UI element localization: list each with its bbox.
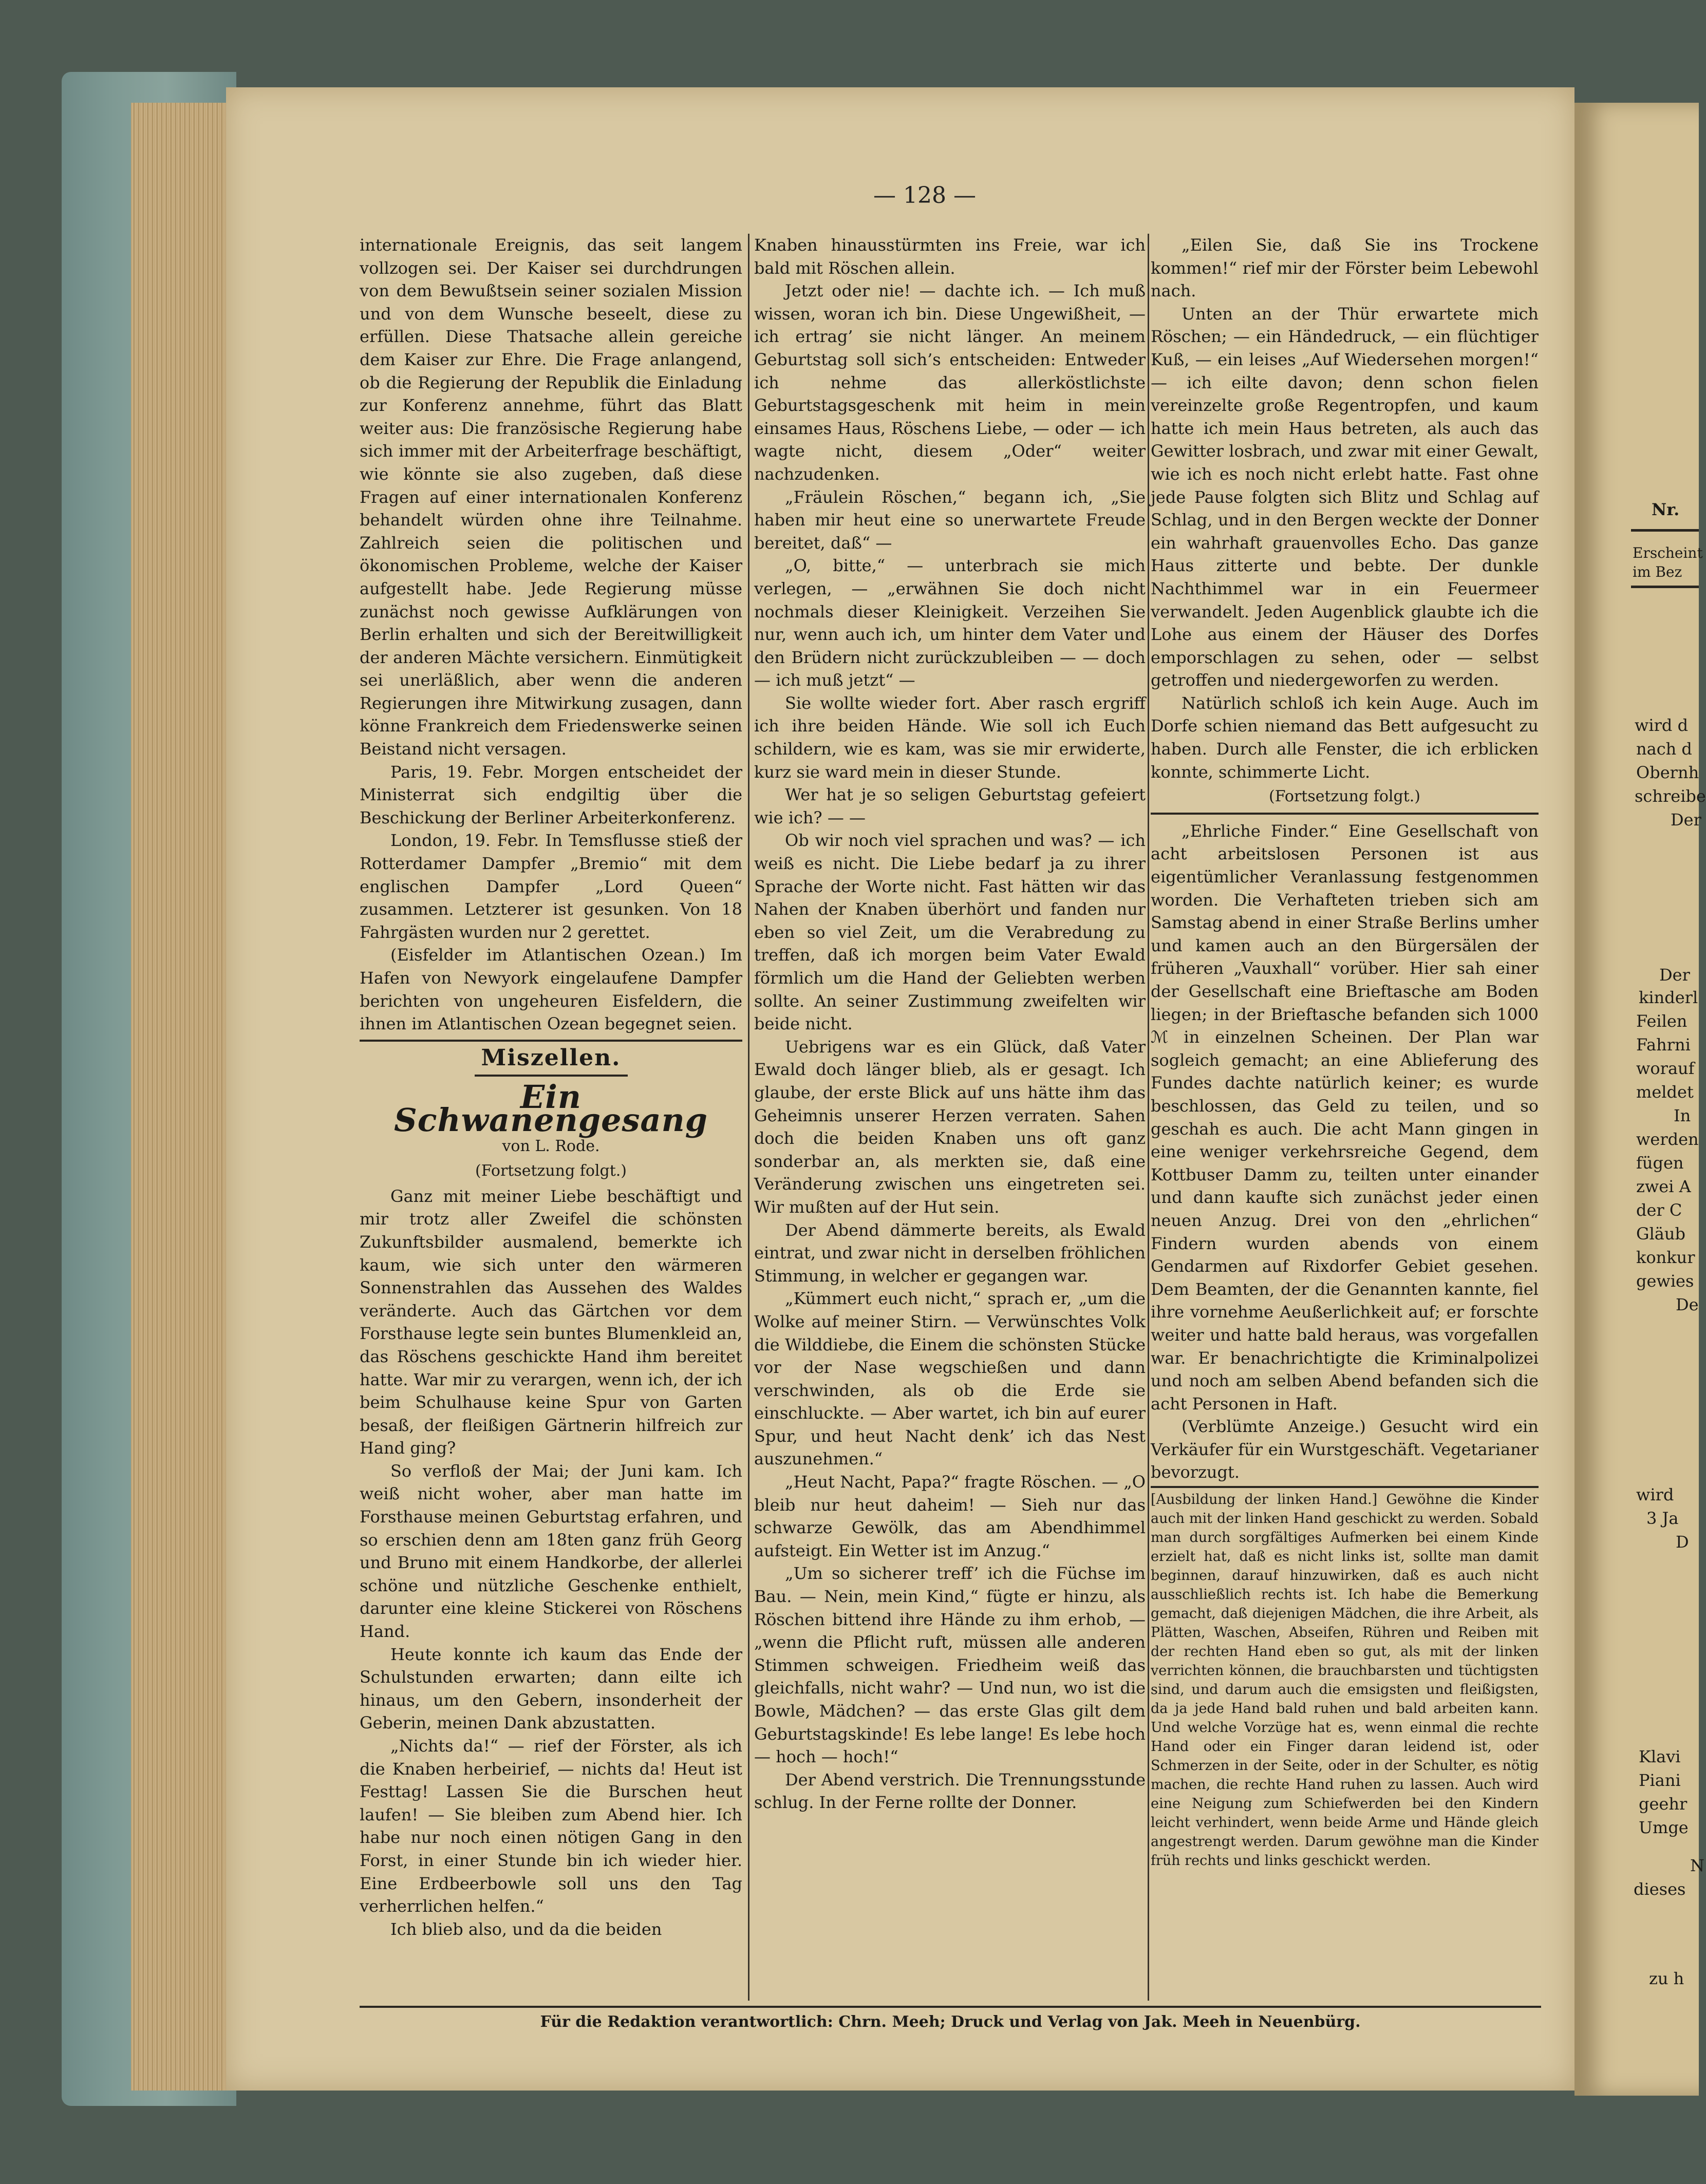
fragment-text: worauf <box>1636 1059 1695 1078</box>
paragraph: „Um so sicherer treff’ ich die Füchse im Bau. — Nein, mein Kind,“ fügte er hinzu, als Röschen bittend ihre Hände zu ihm erhob, — „wenn die Pflicht ruft, müssen alle anderen Stimmen schweigen. Friedheim weiß das gleichfalls, nicht wahr? — Und nun, wo ist die Bowle, Mädchen? — das erste Glas gilt dem Geburtstagskinde! Es lebe lange! Es lebe hoch — hoch — hoch!“ <box>754 1564 1146 1767</box>
fragment-text: Piani <box>1639 1771 1681 1790</box>
fragment-rule <box>1631 586 1699 588</box>
fragment-text: der C <box>1636 1200 1682 1220</box>
paragraph: Der Abend dämmerte bereits, als Ewald eintrat, und zwar nicht in derselben fröhlichen Stimmung, in welcher er gegangen war. <box>754 1220 1146 1286</box>
paragraph: Ich blieb also, und da die beiden <box>390 1919 662 1939</box>
paragraph: Unten an der Thür erwartete mich Röschen; — ein Händedruck, — ein flüchtiger Kuß, — ein leises „Auf Wiedersehen morgen!“ — ich eilte davon; denn schon fielen vereinzelte große Regentropfen, und kaum hatte ich mein Haus betreten, als auch das Gewitter losbrach, und zwar mit einer Gewalt, wie ich es noch nicht erlebt hatte. Fast ohne jede Pause folgten sich Blitz und Schlag auf Schlag, und in den Bergen weckte der Donner ein wahrhaft grauenvolles Echo. Das ganze Haus zitterte und bebte. Der dunkle Nachthimmel war in ein Feuermeer verwandelt. Jeden Augenblick glaubte ich die Lohe aus einem der Häuser des Dorfes emporschlagen zu sehen, oder — selbst getroffen und niedergeworfen zu werden. <box>1151 304 1539 690</box>
fragment-text: Gläub <box>1636 1224 1685 1244</box>
fragment-text: Erscheint <box>1633 544 1703 561</box>
paragraph: Heute konnte ich kaum das Ende der Schulstunden erwarten; dann eilte ich hinaus, um den Gebern, insonderheit der Geberin, meinen Dank abzustatten. <box>360 1644 742 1733</box>
paragraph: [Ausbildung der linken Hand.] Gewöhne die Kinder auch mit der linken Hand geschickt zu werden. Sobald man durch sorgfältiges Aufmerken bei einem Kinde erzielt hat, daß es nicht links ist, sollte man damit beginnen, darauf hinzuwirken, daß es auch nicht ausschließlich rechts ist. Ich habe die Bemerkung gemacht, daß diejenigen Mädchen, die ihre Arbeit, als Plätten, Waschen, Abseifen, Rühren und Reiben mit der rechten Hand eben so gut, als mit der linken verrichten können, die brauchbarsten und tüchtigsten sind, und darum auch die emsigsten und fleißigsten, da ja jede Hand bald ruhen und bald arbeiten kann. Und welche Vorzüge hat es, wenn einmal die rechte Hand oder ein Finger daran leidend ist, oder Schmerzen in der Seite, oder in der Schulter, es nötig machen, die rechte Hand ruhen zu lassen. Auch wird eine Neigung zum Schiefwerden bei den Kindern leicht verhindert, wenn beide Arme und Hände gleich angestrengt werden. Darum gewöhne man die Kinder früh rechts und links geschickt werden. <box>1151 1492 1539 1869</box>
continuation-note: (Fortsetzung folgt.) <box>475 1162 627 1180</box>
fragment-text: Feilen <box>1636 1011 1688 1031</box>
fragment-text: zwei A <box>1636 1177 1691 1196</box>
fragment-text: De <box>1676 1295 1699 1314</box>
section-heading: Miszellen. <box>481 1044 621 1071</box>
paragraph: „Ehrliche Finder.“ Eine Gesellschaft von acht arbeitslosen Personen ist aus eigentümlicher Veranlassung festgenommen worden. Die Verhafteten trieben sich am Samstag abend in einer Straße Berlins umher und kamen auch an den Bürgersälen der früheren „Vauxhall“ vorüber. Hier sah einer der Gesellschaft eine Brieftasche am Boden liegen; in der Brieftasche befanden sich 1000 ℳ in einzelnen Scheinen. Der Plan war sogleich gemacht; an eine Ablieferung des Fundes dachte natürlich keiner; es wurde beschlossen, das Geld zu teilen, und so geschah es auch. Die acht Mann gingen in eine weniger verkehrsreiche Gegend, dem Kottbuser Damm zu, teilten unter einander und dann kaufte sich zunächst jeder einen neuen Anzug. Drei von den „ehrlichen“ Findern wurden abends von einem Gendarmen auf Rixdorfer Gebiet gesehen. Dem Beamten, der die Genannten kannte, fiel ihre vornehme Aeußerlichkeit auf; er forschte weiter und hatte bald heraus, was vorgefallen war. Er benachrichtigte die Kriminalpolizei und noch am selben Abend befanden sich die acht Personen in Haft. <box>1151 821 1539 1414</box>
fragment-text: geehr <box>1639 1794 1688 1814</box>
paragraph: Wer hat je so seligen Geburtstag gefeiert wie ich? — — <box>754 785 1146 827</box>
paragraph: „O, bitte,“ — unterbrach sie mich verlegen, — „erwähnen Sie doch nicht nochmals dieser Kleinigkeit. Verzeihen Sie nur, wenn auch ich, um hinter dem Vater und den Brüdern nicht zurückzubleiben — — doch — ich muß jetzt“ — <box>754 556 1146 690</box>
paragraph: „Kümmert euch nicht,“ sprach er, „um die Wolke auf meiner Stirn. — Verwünschtes Volk die Wilddiebe, die Einem die schönsten Stücke vor der Nase wegschießen und dann verschwinden, als ob die Erde sie einschluckte. — Aber wartet, ich bin auf eurer Spur, und heut Nacht denk’ ich das Nest auszunehmen.“ <box>754 1289 1146 1469</box>
story-title: Ein Schwanengesang <box>393 1078 708 1139</box>
paragraph: „Heut Nacht, Papa?“ fragte Röschen. — „O bleib nur heut daheim! — Sieh nur das schwarze Gewölk, das am Abendhimmel aufsteigt. Ein Wetter ist im Anzug.“ <box>754 1472 1146 1560</box>
fragment-text: D <box>1676 1532 1689 1552</box>
fragment-text: im Bez <box>1633 563 1682 580</box>
fragment-text: wird <box>1636 1485 1674 1504</box>
paragraph: Sie wollte wieder fort. Aber rasch ergriff ich ihre beiden Hände. Wie soll ich Euch schildern, wie es kam, was sie mir erwiderte, kurz sie ward mein in dieser Stunde. <box>754 693 1146 782</box>
paragraph: So verfloß der Mai; der Juni kam. Ich weiß nicht woher, aber man hatte im Forsthause meinen Geburtstag erfahren, und so erschien denn am 18ten ganz früh Georg und Bruno mit einem Handkorbe, der allerlei schöne und nützliche Geschenke enthielt, darunter eine kleine Stickerei von Röschens Hand. <box>360 1461 742 1642</box>
paragraph: internationale Ereignis, das seit langem vollzogen sei. Der Kaiser sei durchdrungen von dem Bewußtsein seiner sozialen Mission und von dem Wunsche beseelt, diese zu erfüllen. Diese Thatsache allein gereiche dem Kaiser zur Ehre. Die Frage anlangend, ob die Regierung der Republik die Einladung zur Konferenz annehme, führt das Blatt weiter aus: Die französische Regierung habe sich immer mit der Arbeiterfrage beschäftigt, wie könnte sie also zugeben, daß diese Fragen auf einer internationalen Konferenz behandelt würden ohne ihre Teilnahme. Zahlreich seien die politischen und ökonomischen Probleme, welche der Kaiser aufgestellt habe. Jede Regierung müsse zunächst noch gewisse Aufklärungen von Berlin erhalten und sich der Bereitwilligkeit der anderen Mächte versichern. Einmütigkeit sei unerläßlich, aber wenn die anderen Regierungen ihre Mitwirkung zusagen, dann könne Frankreich dem Friedenswerke seinen Beistand nicht versagen. <box>360 235 742 759</box>
paragraph: London, 19. Febr. In Temsflusse stieß der Rotterdamer Dampfer „Bremio“ mit dem englischen Dampfer „Lord Queen“ zusammen. Letzterer ist gesunken. Von 18 Fahrgästen wurden nur 2 gerettet. <box>360 831 742 942</box>
continuation-note: (Fortsetzung folgt.) <box>1269 787 1420 806</box>
column-rule <box>748 234 749 2001</box>
byline: von L. Rode. <box>502 1137 600 1155</box>
page-number: — 128 — <box>873 182 976 209</box>
fragment-text: Umge <box>1639 1818 1689 1837</box>
divider <box>1151 1486 1539 1488</box>
fragment-text: 3 Ja <box>1646 1509 1679 1528</box>
fragment-text: kinderl <box>1639 988 1698 1007</box>
fragment-text: Fahrni <box>1636 1035 1691 1055</box>
fragment-text: wird d <box>1635 716 1689 735</box>
paragraph: (Eisfelder im Atlantischen Ozean.) Im Hafen von Newyork eingelaufene Dampfer berichten von ungeheuren Eisfeldern, die ihnen im Atlantischen Ozean begegnet seien. <box>360 945 742 1034</box>
fragment-text: schreibe <box>1635 786 1706 806</box>
fragment-text: werden <box>1636 1129 1699 1149</box>
divider <box>1151 813 1539 815</box>
paragraph: Ob wir noch viel sprachen und was? — ich weiß es nicht. Die Liebe bedarf ja zu ihrer Sprache der Worte nicht. Fast hätten wir das Nahen der Knaben überhört und fanden nur eben so viel Zeit, um die Verabredung zu treffen, daß ich morgen beim Vater Ewald förmlich um die Hand der Geliebten werben sollte. An seiner Zustimmung zweifelten wir beide nicht. <box>754 831 1146 1034</box>
fragment-text: N <box>1690 1856 1704 1875</box>
paragraph: Der Abend verstrich. Die Trennungsstunde schlug. In der Ferne rollte der Donner. <box>754 1769 1146 1813</box>
imprint-footer: Für die Redaktion verantwortlich: Chrn. Meeh; Druck und Verlag von Jak. Meeh in Neuenbürg. <box>360 2006 1541 2031</box>
paragraph: Jetzt oder nie! — dachte ich. — Ich muß wissen, woran ich bin. Diese Ungewißheit, — ich ertrag’ sie nicht länger. An meinem Geburtstag soll sich’s entscheiden: Entweder ich nehme das allerköstlichste Geburtstagsgeschenk mit heim in mein einsames Haus, Röschens Liebe, — oder — ich wagte nicht, diesem „Oder“ weiter nachzudenken. <box>754 281 1146 484</box>
paragraph: „Fräulein Röschen,“ begann ich, „Sie haben mir heut eine so unerwartete Freude bereitet, daß“ — <box>754 487 1146 553</box>
fragment-text: meldet <box>1636 1082 1694 1102</box>
divider <box>360 1040 742 1042</box>
fragment-text: konkur <box>1636 1248 1695 1267</box>
fragment-text: Nr. <box>1652 500 1680 519</box>
column-left <box>360 234 742 1995</box>
paragraph: (Verblümte Anzeige.) Gesucht wird ein Verkäufer für ein Wurstgeschäft. Vegetarianer bevorzugt. <box>1151 1417 1539 1482</box>
fragment-text: Klavi <box>1639 1747 1681 1766</box>
fragment-text: In <box>1674 1106 1691 1125</box>
fragment-text: zu h <box>1649 1969 1684 1988</box>
paragraph: Knaben hinausstürmten ins Freie, war ich bald mit Röschen allein. <box>754 235 1146 278</box>
column-middle <box>754 234 1146 2001</box>
paragraph: „Eilen Sie, daß Sie ins Trockene kommen!“ rief mir der Förster beim Lebewohl nach. <box>1151 235 1539 301</box>
paragraph: Uebrigens war es ein Glück, daß Vater Ewald doch länger blieb, als er gesagt. Ich glaube, der erste Blick auf uns hätte ihm das Geheimnis unserer Herzen verraten. Sahen doch die beiden Knaben uns oft ganz sonderbar an, als merkten sie, daß eine Veränderung zwischen uns eingetreten sei. Wir mußten auf der Hut sein. <box>754 1037 1146 1217</box>
fragment-rule <box>1631 529 1699 532</box>
fragment-text: nach d <box>1636 739 1692 759</box>
fragment-text: Der <box>1671 810 1701 830</box>
fragment-text: Der <box>1659 965 1690 985</box>
column-rule <box>1148 234 1149 2001</box>
paragraph: „Nichts da!“ — rief der Förster, als ich die Knaben herbeirief, — nichts da! Heut ist Festtag! Lassen Sie die Burschen heut laufen! — Sie bleiben zum Abend hier. Ich habe nur noch einen nötigen Gang in den Forst, in einer Stunde bin ich wieder hier. Eine Erdbeerbowle soll uns den Tag verherrlichen helfen.“ <box>360 1736 742 1916</box>
fragment-text: Obernh <box>1636 763 1699 782</box>
paragraph: Paris, 19. Febr. Morgen entscheidet der Ministerrat sich endgiltig über die Beschickung der Berliner Arbeiterkonferenz. <box>360 762 742 827</box>
fragment-text: dieses <box>1634 1879 1686 1899</box>
fragment-text: fügen <box>1636 1153 1684 1173</box>
page-edges <box>131 103 234 2091</box>
fragment-text: gewies <box>1636 1271 1694 1291</box>
paragraph: Ganz mit meiner Liebe beschäftigt und mir trotz aller Zweifel die schönsten Zukunftsbilder ausmalend, bemerkte ich kaum, wie sich unter den wärmeren Sonnenstrahlen das Aussehen des Waldes veränderte. Auch das Gärtchen vor dem Forsthause legte sein buntes Blumenkleid an, das Röschens geschickte Hand ihm bereitet hatte. War mir zu verargen, wenn ich, der ich beim Schulhause keine Spur von Garten besaß, der fleißigen Gärtnerin hilfreich zur Hand ging? <box>360 1186 742 1458</box>
paragraph: Natürlich schloß ich kein Auge. Auch im Dorfe schien niemand das Bett aufgesucht zu haben. Durch alle Fenster, die ich erblicken konnte, schimmerte Licht. <box>1151 693 1539 782</box>
column-right <box>1151 234 1539 1980</box>
divider <box>475 1075 628 1077</box>
